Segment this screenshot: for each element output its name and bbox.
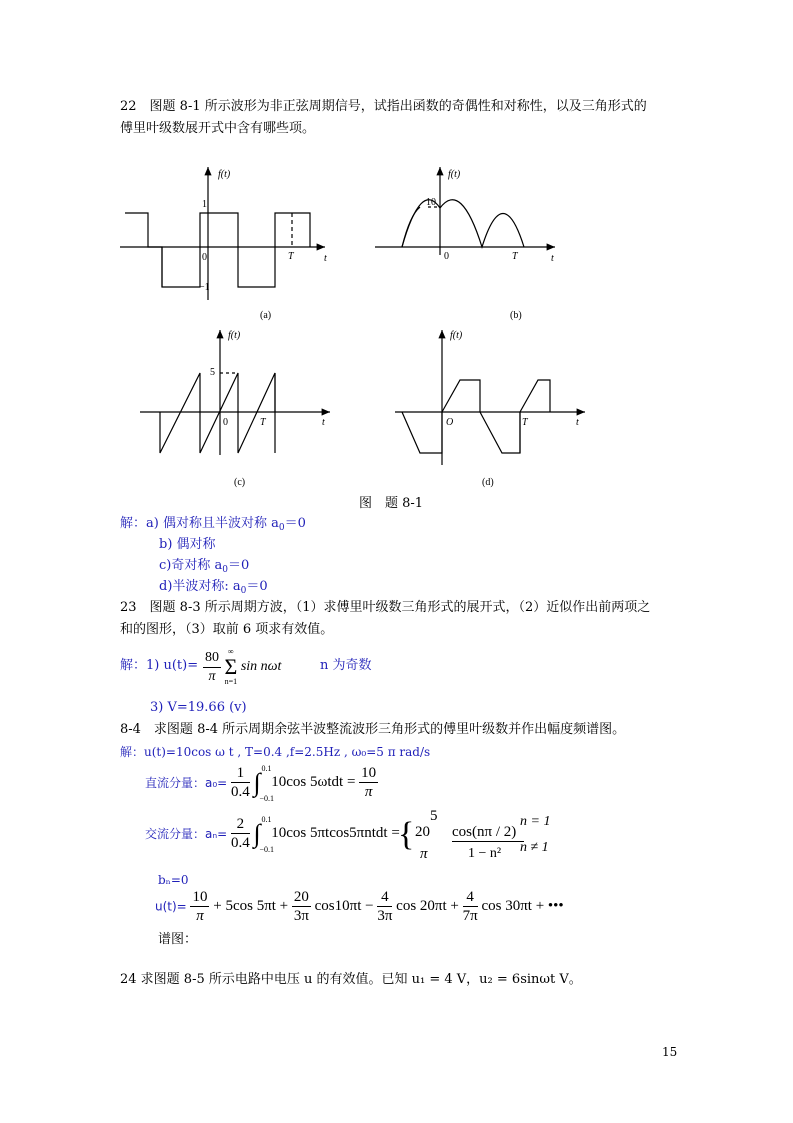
case2-den-r: 1 − n² — [468, 846, 502, 861]
ans23-prefix: 解：1) u(t)= — [120, 658, 199, 673]
case2-den-l: π — [420, 846, 428, 862]
q23-line1: 23 图题 8-3 所示周期方波，（1）求傅里叶级数三角形式的展开式，（2）近似作出前两项之 — [120, 600, 651, 615]
case2-cos: cos(nπ / 2) — [452, 824, 524, 842]
ans22-b: b) 偶对称 — [159, 537, 216, 552]
ans84-given: 解：u(t)=10cos ω t , T=0.4 ,f=2.5Hz , ω₀=5 π rad/s — [120, 745, 431, 759]
figure-8-1 — [110, 155, 610, 495]
c-v5: 5 — [210, 367, 215, 378]
b-f-label: f(t) — [448, 169, 461, 180]
d-f-label: f(t) — [450, 330, 463, 341]
figure-caption: 图 题 8-1 — [359, 496, 424, 511]
q22-line2: 傅里叶级数展开式中含有哪些项。 — [120, 121, 316, 136]
ans84-spectrum: 谱图： — [158, 932, 198, 947]
c-f-label: f(t) — [228, 330, 241, 341]
b-t: t — [551, 253, 554, 264]
ans23-formula: $\frac{80}{\pi}$ ∞ Σ n=1 sin nωt — [205, 647, 282, 686]
plot-c — [140, 330, 330, 455]
case2-num: 20 — [415, 824, 430, 840]
c-t: t — [322, 417, 325, 428]
c-T: T — [260, 417, 266, 428]
q23-line2: 和的图形，（3）取前 6 项求有效值。 — [120, 622, 334, 637]
case1-val: 5 — [430, 808, 438, 824]
ans84-series: u(t)= $\frac{10}{\pi}$ + 5cos 5πt + $\frac{20}{3\pi}$ cos10πt − $\frac{4}{3\pi}$ cos 20πt + $\frac{4}{7\pi}$ cos 30πt + ••• — [155, 889, 564, 924]
plot-b — [375, 167, 555, 255]
ans23-note: n 为奇数 — [320, 658, 372, 673]
c-sub: (c) — [234, 477, 246, 488]
plot-a — [120, 167, 325, 300]
d-O: O — [446, 417, 454, 428]
ans84-ac: 交流分量：aₙ= $\frac{2}{0.4}$ ∫ 0.1 −0.1 10cos 5πtcos5πntdt = — [145, 814, 400, 854]
d-sub: (d) — [482, 477, 494, 488]
b-zero: 0 — [444, 251, 449, 262]
a-f-label: f(t) — [218, 169, 231, 180]
case2-cond: n ≠ 1 — [520, 840, 549, 855]
b-sub: (b) — [510, 310, 522, 321]
c-zero: 0 — [223, 417, 228, 428]
page-number: 15 — [662, 1045, 678, 1059]
q84-line: 8-4 求图题 8-4 所示周期余弦半波整流波形三角形式的傅里叶级数并作出幅度频谱图。 — [120, 722, 626, 737]
brace: { — [398, 816, 415, 853]
a-vm1: −1 — [199, 282, 210, 293]
b-T: T — [512, 251, 518, 262]
q22-line1: 22 图题 8-1 所示波形为非正弦周期信号，试指出函数的奇偶性和对称性，以及三角形式的 — [120, 99, 647, 114]
a-T: T — [288, 251, 294, 262]
d-T: T — [522, 417, 528, 428]
q24-line: 24 求图题 8-5 所示电路中电压 u 的有效值。已知 u₁ = 4 V，u₂ = 6sinωt V。 — [120, 972, 582, 987]
ans22-c: c)奇对称 $a_0=0$ — [159, 558, 250, 575]
b-v10: 10 — [426, 197, 436, 208]
a-zero: 0 — [202, 252, 207, 263]
d-t: t — [576, 417, 579, 428]
ans84-bn: bₙ=0 — [158, 873, 189, 887]
a-v1: 1 — [202, 199, 207, 210]
ans22-a: 解：a) 偶对称且半波对称 $a_0=0$ — [120, 516, 306, 533]
ans23-v: 3) V=19.66 (v) — [150, 700, 247, 715]
ans22-d: d)半波对称: $a_0=0$ — [159, 579, 268, 596]
a-sub: (a) — [260, 310, 272, 321]
plot-d — [395, 330, 585, 465]
a-t: t — [324, 253, 327, 264]
ans84-dc: 直流分量：a₀= $\frac{1}{0.4}$ ∫ 0.1 −0.1 10cos 5ωtdt = $\frac{10}{\pi}$ — [145, 763, 377, 803]
case1-cond: n = 1 — [520, 814, 551, 829]
